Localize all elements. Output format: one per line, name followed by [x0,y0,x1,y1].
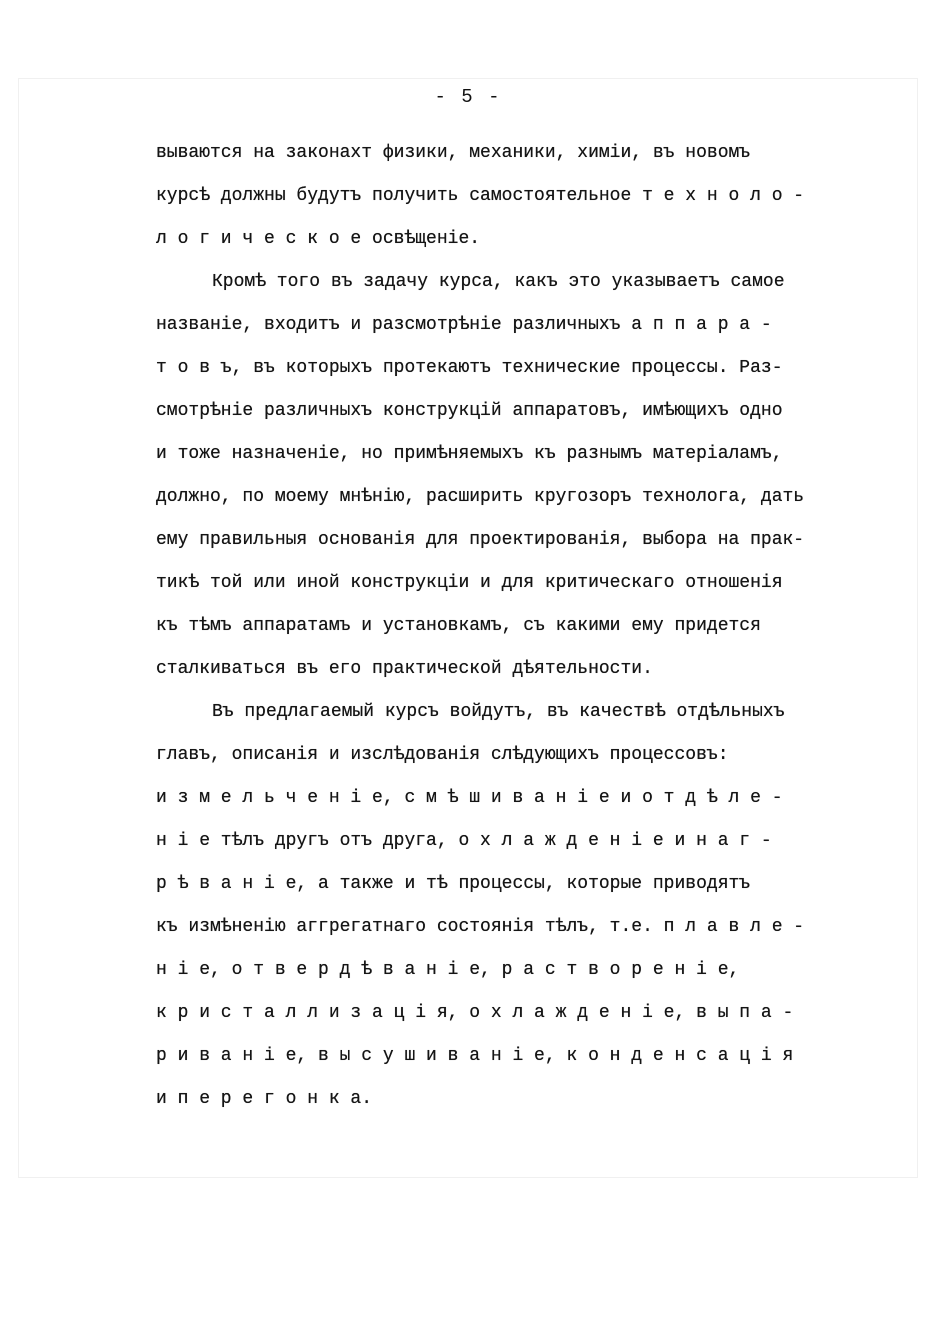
text-line: Кромѣ того въ задачу курса, какъ это указываетъ самое [212,272,785,292]
text-line: должно, по моему мнѣнію, расширить кругозоръ технолога, дать [156,487,805,507]
text-line: сталкиваться въ его практической дѣятельности. [156,659,653,679]
text-line: смотрѣніе различныхъ конструкцій аппаратовъ, имѣющихъ одно [156,401,783,421]
page-number: - 5 - [434,86,502,108]
text-line: и з м е л ь ч е н і е, с м ѣ ш и в а н і е и о т д ѣ л е - [156,788,783,808]
text-line: главъ, описанія и изслѣдованія слѣдующихъ процессовъ: [156,745,729,765]
text-line: н і е, о т в е р д ѣ в а н і е, р а с т в о р е н і е, [156,960,740,980]
text-line: ему правильныя основанія для проектированія, выбора на прак- [156,530,805,550]
text-line: н і е тѣлъ другъ отъ друга, о х л а ж д е н і е и н а г - [156,831,772,851]
text-line: къ тѣмъ аппаратамъ и установкамъ, съ какими ему придется [156,616,761,636]
text-line: р и в а н і е, в ы с у ш и в а н і е, к о н д е н с а ц і я [156,1046,794,1066]
text-line: и п е р е г о н к а. [156,1089,373,1109]
text-line: л о г и ч е с к о е освѣщеніе. [156,229,481,249]
text-line: Въ предлагаемый курсъ войдутъ, въ качествѣ отдѣльныхъ [212,702,785,722]
text-line: и тоже назначеніе, но примѣняемыхъ къ разнымъ матеріаламъ, [156,444,783,464]
text-line: к р и с т а л л и з а ц і я, о х л а ж д е н і е, в ы п а - [156,1003,794,1023]
text-line: тикѣ той или иной конструкціи и для критическаго отношенія [156,573,783,593]
text-line: названіе, входитъ и разсмотрѣніе различныхъ а п п а р а - [156,315,772,335]
text-line: вываются на законахт физики, механики, химіи, въ новомъ [156,143,751,163]
text-line: курсѣ должны будутъ получить самостоятельное т е х н о л о - [156,186,805,206]
text-line: т о в ъ, въ которыхъ протекаютъ технические процессы. Раз- [156,358,783,378]
text-line: къ измѣненію аггрегатнаго состоянія тѣлъ, т.е. п л а в л е - [156,917,805,937]
text-line: р ѣ в а н і е, а также и тѣ процессы, которые приводятъ [156,874,751,894]
